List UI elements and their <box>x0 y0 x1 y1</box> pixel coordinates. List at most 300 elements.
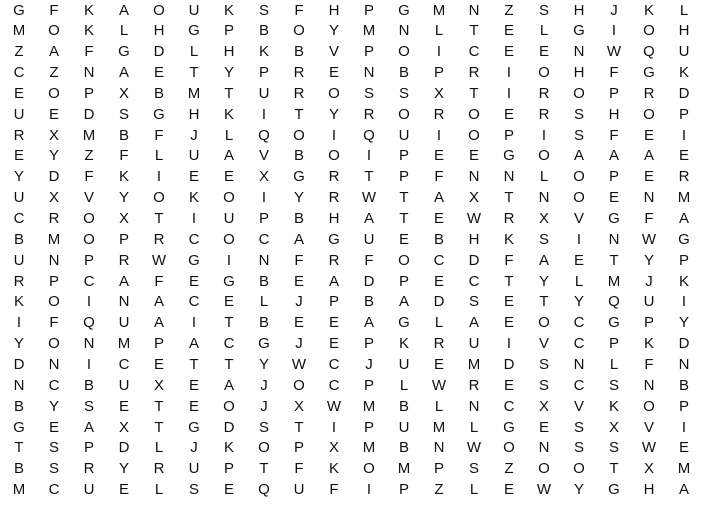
grid-letter: X <box>538 210 549 227</box>
grid-letter: I <box>86 293 92 311</box>
grid-letter: E <box>13 84 24 102</box>
grid-letter: F <box>434 168 444 186</box>
grid-letter: N <box>83 64 95 82</box>
grid-letter: T <box>259 460 269 478</box>
grid-letter: B <box>363 293 374 311</box>
grid-letter: P <box>643 314 654 332</box>
grid-letter: E <box>538 43 549 61</box>
grid-letter: G <box>398 1 410 19</box>
grid-letter: M <box>362 439 376 457</box>
grid-letter: W <box>536 481 552 499</box>
grid-letter: C <box>223 335 235 353</box>
grid-letter: N <box>538 439 550 457</box>
grid-letter: D <box>223 418 235 436</box>
grid-letter: S <box>538 1 549 19</box>
grid-letter: M <box>677 460 691 478</box>
grid-letter: L <box>434 314 444 332</box>
grid-letter: M <box>12 22 26 40</box>
grid-letter: X <box>643 460 654 478</box>
grid-letter: P <box>398 272 409 290</box>
grid-letter: B <box>398 64 409 82</box>
grid-letter: C <box>468 272 480 290</box>
grid-letter: P <box>363 376 374 394</box>
grid-letter: I <box>16 314 22 332</box>
grid-letter: Z <box>84 147 94 165</box>
grid-letter: I <box>506 64 512 82</box>
grid-letter: O <box>48 22 60 40</box>
grid-letter: R <box>13 272 25 290</box>
grid-letter: K <box>223 1 234 19</box>
grid-letter: D <box>118 439 130 457</box>
grid-letter: E <box>503 314 514 332</box>
grid-letter: E <box>468 147 479 165</box>
grid-letter: O <box>643 105 655 123</box>
grid-letter: F <box>294 251 304 269</box>
grid-letter: I <box>191 314 197 332</box>
grid-letter: I <box>541 126 547 144</box>
grid-letter: Y <box>293 189 304 207</box>
grid-letter: N <box>468 168 480 186</box>
grid-letter: H <box>223 43 235 61</box>
grid-letter: E <box>223 168 234 186</box>
grid-letter: H <box>573 64 585 82</box>
grid-letter: H <box>678 22 690 40</box>
grid-letter: I <box>261 189 267 207</box>
grid-letter: S <box>538 376 549 394</box>
grid-letter: O <box>468 126 480 144</box>
grid-letter: G <box>118 43 130 61</box>
grid-letter: E <box>643 168 654 186</box>
grid-letter: N <box>503 168 515 186</box>
grid-letter: O <box>468 105 480 123</box>
grid-letter: R <box>48 210 60 227</box>
grid-letter: A <box>328 272 339 290</box>
grid-letter: D <box>48 168 60 186</box>
grid-letter: Z <box>434 481 444 499</box>
grid-letter: N <box>83 335 95 353</box>
grid-letter: E <box>503 43 514 61</box>
grid-letter: P <box>678 251 689 269</box>
grid-letter: X <box>293 397 304 415</box>
grid-letter: M <box>82 126 96 144</box>
grid-letter: Y <box>223 64 234 82</box>
grid-letter: E <box>433 210 444 227</box>
grid-letter: Y <box>678 314 689 332</box>
grid-letter: I <box>576 230 582 248</box>
grid-letter: C <box>258 230 270 248</box>
grid-letter: F <box>49 314 59 332</box>
grid-letter: T <box>14 439 24 457</box>
grid-letter: Q <box>258 126 270 144</box>
grid-letter: P <box>363 418 374 436</box>
grid-letter: U <box>13 251 25 269</box>
grid-letter: S <box>258 1 269 19</box>
grid-letter: S <box>83 397 94 415</box>
grid-letter: O <box>573 189 585 207</box>
grid-letter: U <box>13 189 25 207</box>
grid-letter: P <box>608 84 619 102</box>
grid-letter: O <box>223 397 235 415</box>
grid-letter: D <box>678 335 690 353</box>
grid-letter: B <box>83 376 94 394</box>
grid-letter: H <box>328 1 340 19</box>
grid-letter: A <box>118 272 129 290</box>
grid-letter: D <box>503 355 515 373</box>
grid-letter: P <box>223 22 234 40</box>
grid-letter: O <box>398 251 410 269</box>
grid-letter: P <box>223 460 234 478</box>
grid-letter: J <box>190 126 198 144</box>
grid-letter: E <box>293 272 304 290</box>
grid-letter: U <box>188 460 200 478</box>
grid-letter: M <box>677 189 691 207</box>
grid-letter: A <box>363 210 374 227</box>
grid-letter: A <box>398 293 409 311</box>
grid-letter: O <box>503 439 515 457</box>
grid-letter: V <box>328 43 339 61</box>
grid-letter: T <box>364 168 374 186</box>
grid-letter: A <box>223 147 234 165</box>
grid-letter: G <box>503 147 515 165</box>
grid-letter: G <box>398 314 410 332</box>
grid-letter: W <box>361 189 377 207</box>
grid-letter: I <box>681 418 687 436</box>
grid-letter: Y <box>573 481 584 499</box>
grid-letter: R <box>153 230 165 248</box>
grid-letter: P <box>293 439 304 457</box>
grid-letter: B <box>398 439 409 457</box>
grid-letter: K <box>83 1 94 19</box>
grid-letter: N <box>643 376 655 394</box>
grid-letter: K <box>258 43 269 61</box>
grid-letter: I <box>331 418 337 436</box>
grid-letter: G <box>328 230 340 248</box>
grid-letter: N <box>468 1 480 19</box>
grid-letter: A <box>573 147 584 165</box>
grid-letter: H <box>468 230 480 248</box>
grid-letter: P <box>328 293 339 311</box>
grid-letter: C <box>13 210 25 227</box>
grid-letter: O <box>83 210 95 227</box>
grid-letter: O <box>398 43 410 61</box>
grid-letter: A <box>608 147 619 165</box>
grid-letter: X <box>48 189 59 207</box>
grid-letter: A <box>678 481 689 499</box>
grid-letter: U <box>223 210 235 227</box>
grid-letter: W <box>431 376 447 394</box>
grid-letter: M <box>117 335 131 353</box>
grid-letter: X <box>118 418 129 436</box>
grid-letter: J <box>295 293 303 311</box>
grid-letter: F <box>119 147 129 165</box>
grid-letter: V <box>573 210 584 227</box>
grid-letter: F <box>294 460 304 478</box>
grid-letter: A <box>468 314 479 332</box>
grid-letter: G <box>188 22 200 40</box>
grid-letter: G <box>188 251 200 269</box>
grid-letter: T <box>189 355 199 373</box>
grid-letter: F <box>154 272 164 290</box>
grid-letter: V <box>573 397 584 415</box>
grid-letter: R <box>468 376 480 394</box>
grid-letter: S <box>363 84 374 102</box>
grid-letter: P <box>258 64 269 82</box>
grid-letter: O <box>48 84 60 102</box>
grid-letter: Y <box>118 189 129 207</box>
grid-letter: J <box>295 335 303 353</box>
grid-letter: A <box>188 335 199 353</box>
grid-letter: M <box>187 84 201 102</box>
grid-letter: O <box>643 22 655 40</box>
grid-letter: E <box>188 168 199 186</box>
grid-letter: K <box>678 64 689 82</box>
grid-letter: I <box>261 105 267 123</box>
grid-letter: O <box>48 335 60 353</box>
grid-letter: Z <box>14 43 24 61</box>
grid-letter: R <box>363 105 375 123</box>
grid-letter: W <box>291 355 307 373</box>
grid-letter: S <box>258 418 269 436</box>
grid-letter: V <box>83 189 94 207</box>
grid-letter: R <box>293 64 305 82</box>
grid-letter: Y <box>538 272 549 290</box>
grid-letter: E <box>503 105 514 123</box>
grid-letter: P <box>153 335 164 353</box>
grid-letter: S <box>573 105 584 123</box>
grid-letter: O <box>573 168 585 186</box>
grid-letter: K <box>678 272 689 290</box>
grid-letter: Q <box>643 43 655 61</box>
grid-letter: R <box>503 210 515 227</box>
grid-letter: F <box>609 126 619 144</box>
grid-letter: O <box>538 314 550 332</box>
grid-letter: E <box>48 418 59 436</box>
grid-letter: G <box>188 418 200 436</box>
grid-letter: S <box>48 460 59 478</box>
grid-letter: K <box>118 168 129 186</box>
grid-letter: C <box>188 230 200 248</box>
grid-letter: P <box>363 335 374 353</box>
grid-letter: O <box>363 460 375 478</box>
grid-letter: R <box>13 126 25 144</box>
grid-letter: E <box>223 481 234 499</box>
grid-letter: L <box>154 439 164 457</box>
grid-letter: B <box>398 397 409 415</box>
grid-letter: I <box>681 126 687 144</box>
grid-letter: E <box>433 355 444 373</box>
grid-letter: I <box>436 43 442 61</box>
grid-letter: I <box>156 168 162 186</box>
grid-letter: F <box>294 1 304 19</box>
grid-letter: L <box>469 418 479 436</box>
grid-letter: O <box>538 147 550 165</box>
grid-letter: Q <box>258 481 270 499</box>
grid-letter: U <box>398 418 410 436</box>
grid-letter: M <box>432 418 446 436</box>
grid-letter: H <box>153 22 165 40</box>
grid-letter: L <box>539 22 549 40</box>
grid-letter: E <box>188 376 199 394</box>
grid-letter: G <box>678 230 690 248</box>
grid-letter: M <box>432 1 446 19</box>
grid-letter: E <box>503 376 514 394</box>
grid-letter: G <box>223 272 235 290</box>
grid-letter: M <box>607 272 621 290</box>
grid-letter: U <box>258 84 270 102</box>
grid-letter: A <box>223 376 234 394</box>
grid-letter: N <box>118 293 130 311</box>
grid-letter: E <box>398 230 409 248</box>
grid-letter: M <box>12 481 26 499</box>
grid-letter: R <box>678 168 690 186</box>
grid-letter: A <box>153 293 164 311</box>
grid-letter: U <box>363 230 375 248</box>
grid-letter: G <box>573 22 585 40</box>
grid-letter: T <box>154 397 164 415</box>
grid-letter: T <box>154 210 164 227</box>
grid-letter: C <box>468 43 480 61</box>
grid-letter: O <box>293 376 305 394</box>
grid-letter: I <box>191 210 197 227</box>
grid-letter: B <box>293 147 304 165</box>
grid-letter: T <box>504 272 514 290</box>
grid-letter: L <box>119 22 129 40</box>
grid-letter: R <box>118 251 130 269</box>
grid-letter: L <box>574 272 584 290</box>
grid-letter: A <box>643 147 654 165</box>
grid-letter: B <box>293 43 304 61</box>
grid-letter: N <box>48 251 60 269</box>
grid-letter: L <box>539 168 549 186</box>
grid-letter: E <box>433 272 444 290</box>
grid-letter: F <box>504 251 514 269</box>
grid-letter: F <box>84 168 94 186</box>
grid-letter: J <box>645 272 653 290</box>
grid-letter: E <box>328 314 339 332</box>
grid-letter: E <box>503 481 514 499</box>
grid-letter: X <box>258 168 269 186</box>
grid-letter: Y <box>643 251 654 269</box>
grid-letter: P <box>433 64 444 82</box>
grid-letter: Y <box>13 168 24 186</box>
grid-letter: A <box>293 230 304 248</box>
grid-letter: I <box>226 251 232 269</box>
grid-letter: O <box>643 397 655 415</box>
grid-letter: Y <box>328 105 339 123</box>
grid-letter: P <box>503 126 514 144</box>
grid-letter: F <box>609 64 619 82</box>
grid-letter: F <box>329 481 339 499</box>
grid-letter: T <box>469 22 479 40</box>
grid-letter: H <box>328 210 340 227</box>
grid-letter: X <box>608 418 619 436</box>
grid-letter: N <box>608 230 620 248</box>
grid-letter: O <box>293 22 305 40</box>
grid-letter: U <box>398 126 410 144</box>
grid-letter: I <box>366 147 372 165</box>
grid-letter: X <box>328 439 339 457</box>
grid-letter: F <box>364 251 374 269</box>
grid-letter: E <box>223 293 234 311</box>
grid-letter: E <box>538 418 549 436</box>
grid-letter: Y <box>48 147 59 165</box>
grid-letter: N <box>13 376 25 394</box>
grid-letter: Y <box>258 355 269 373</box>
grid-letter: L <box>154 481 164 499</box>
grid-letter: O <box>153 189 165 207</box>
grid-letter: A <box>118 64 129 82</box>
grid-letter: W <box>641 230 657 248</box>
grid-letter: P <box>363 43 374 61</box>
grid-letter: L <box>154 147 164 165</box>
grid-letter: S <box>573 418 584 436</box>
grid-letter: E <box>153 355 164 373</box>
grid-letter: T <box>399 210 409 227</box>
grid-letter: H <box>643 481 655 499</box>
grid-letter: C <box>573 376 585 394</box>
grid-letter: N <box>643 189 655 207</box>
grid-letter: A <box>83 418 94 436</box>
grid-letter: R <box>328 189 340 207</box>
grid-letter: L <box>399 376 409 394</box>
grid-letter: C <box>188 293 200 311</box>
grid-letter: R <box>538 105 550 123</box>
grid-letter: E <box>503 22 514 40</box>
grid-letter: R <box>538 84 550 102</box>
grid-letter: P <box>48 272 59 290</box>
grid-letter: S <box>538 355 549 373</box>
grid-letter: O <box>538 64 550 82</box>
grid-letter: O <box>223 189 235 207</box>
grid-letter: R <box>433 105 445 123</box>
grid-letter: S <box>48 439 59 457</box>
grid-letter: S <box>188 481 199 499</box>
grid-letter: E <box>643 126 654 144</box>
grid-letter: U <box>293 481 305 499</box>
grid-letter: G <box>608 481 620 499</box>
grid-letter: I <box>506 84 512 102</box>
grid-letter: E <box>608 189 619 207</box>
grid-letter: G <box>608 210 620 227</box>
grid-letter: R <box>153 460 165 478</box>
grid-letter: C <box>573 314 585 332</box>
grid-letter: N <box>538 189 550 207</box>
grid-letter: P <box>398 147 409 165</box>
grid-letter: T <box>399 189 409 207</box>
grid-letter: W <box>641 439 657 457</box>
grid-letter: B <box>13 460 24 478</box>
grid-letter: C <box>328 355 340 373</box>
grid-letter: K <box>223 105 234 123</box>
grid-letter: H <box>573 1 585 19</box>
grid-letter: R <box>468 64 480 82</box>
grid-letter: N <box>433 439 445 457</box>
grid-letter: Z <box>504 1 514 19</box>
grid-letter: L <box>224 126 234 144</box>
grid-letter: E <box>48 105 59 123</box>
grid-letter: K <box>223 439 234 457</box>
grid-letter: Z <box>49 64 59 82</box>
grid-letter: T <box>294 418 304 436</box>
grid-letter: I <box>436 126 442 144</box>
grid-letter: P <box>83 84 94 102</box>
grid-letter: C <box>83 272 95 290</box>
grid-letter: P <box>398 168 409 186</box>
grid-letter: U <box>118 314 130 332</box>
grid-letter: N <box>468 397 480 415</box>
grid-letter: V <box>258 147 269 165</box>
grid-letter: S <box>538 230 549 248</box>
